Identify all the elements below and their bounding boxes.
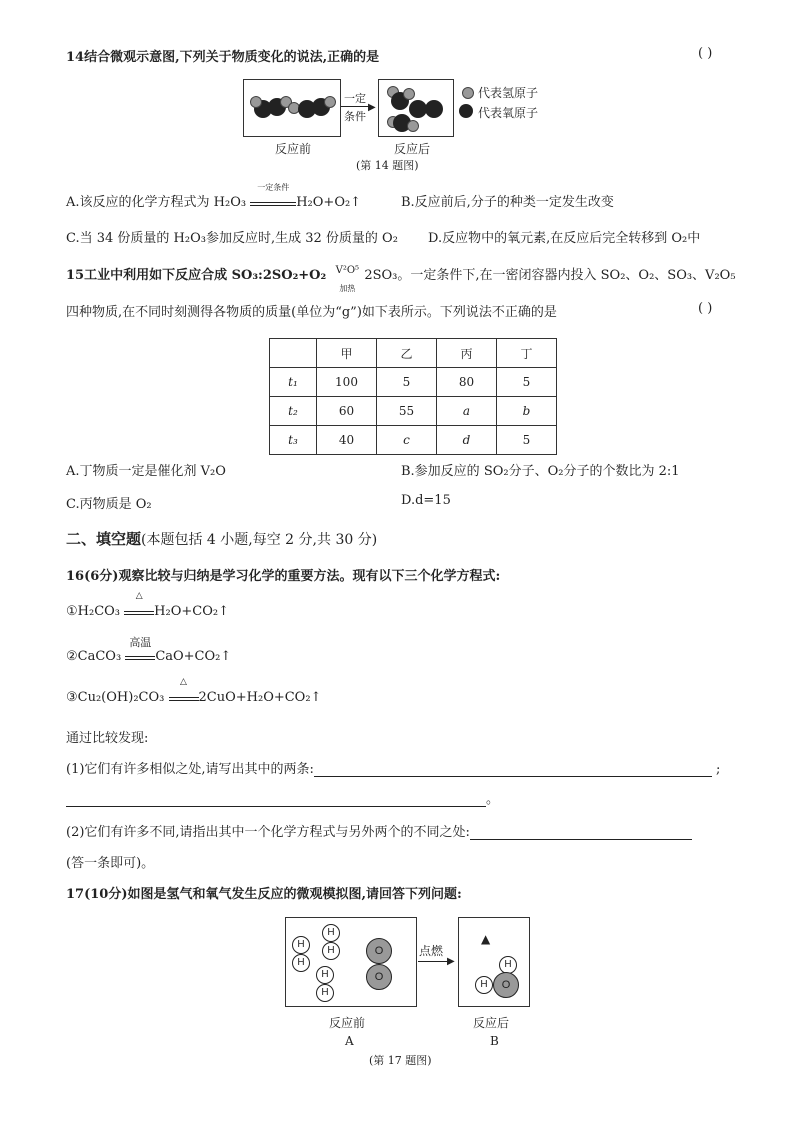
arrow-head-icon: ▶ xyxy=(447,956,455,967)
q14-option-d[interactable]: D.反应物中的氧元素,在反应后完全转移到 O₂中 xyxy=(428,231,701,246)
answer-blank[interactable] xyxy=(470,825,692,840)
q17-before-box: H H H H H H O O xyxy=(285,917,417,1007)
q14-label-after: 反应后 xyxy=(394,142,431,156)
q16-part1: (1)它们有许多相似之处,请写出其中的两条: ; xyxy=(66,762,721,777)
table-header-cell: 丁 xyxy=(497,339,557,368)
q14-legend-h: 代表氢原子 xyxy=(478,86,539,100)
q15-stem-line2: 四种物质,在不同时刻测得各物质的质量(单位为“g”)如下表所示。下列说法不正确的是 xyxy=(66,305,557,320)
q16-part1-line2: 。 xyxy=(66,788,499,807)
q15-answer-paren[interactable]: ( ) xyxy=(698,301,713,316)
q16-part2: (2)它们有许多不同,请指出其中一个化学方程式与另外两个的不同之处: xyxy=(66,821,692,840)
q17-stem: 17(10分)如图是氢气和氧气发生反应的微观模拟图,请回答下列问题: xyxy=(66,887,462,902)
q14-option-a[interactable]: A.该反应的化学方程式为 H₂O₃ 一定条件 H₂O+O₂↑ xyxy=(66,183,362,210)
q15-option-a[interactable]: A.丁物质一定是催化剂 V₂O xyxy=(66,464,226,479)
answer-blank[interactable] xyxy=(66,792,486,807)
arrow-head-icon: ▶ xyxy=(368,102,376,113)
q14-legend-o: 代表氧原子 xyxy=(478,106,539,120)
triangle-icon: ▲ xyxy=(481,932,491,946)
q14-caption: (第 14 题图) xyxy=(356,159,419,172)
table-header-cell xyxy=(270,339,317,368)
q14-option-b[interactable]: B.反应前后,分子的种类一定发生改变 xyxy=(401,195,614,210)
oxygen-atom-icon xyxy=(459,104,473,118)
section-heading: 二、填空题(本题包括 4 小题,每空 2 分,共 30 分) xyxy=(66,530,378,548)
q17-label-after: 反应后 xyxy=(473,1016,510,1030)
table-row: t₃ 40 c d 5 xyxy=(270,426,557,455)
answer-blank[interactable] xyxy=(314,762,712,777)
q14-arrow-top: 一定 xyxy=(344,92,366,105)
q17-after-box: ▲ H H O xyxy=(458,917,530,1007)
q16-equation-1: ①H₂CO₃ △ H₂O+CO₂↑ xyxy=(66,591,229,619)
q15-option-c[interactable]: C.丙物质是 O₂ xyxy=(66,497,152,512)
q16-equation-2: ②CaCO₃ 高温 CaO+CO₂↑ xyxy=(66,636,232,664)
q15-option-b[interactable]: B.参加反应的 SO₂分子、O₂分子的个数比为 2:1 xyxy=(401,464,680,479)
q15-stem: 15工业中利用如下反应合成 SO₃:2SO₂+O₂ V²O⁵ 加热 2SO₃。一定条件下,在一密闭容器内投入 SO₂、O₂、SO₃、V₂O₅ xyxy=(66,265,736,293)
q17-caption: (第 17 题图) xyxy=(369,1054,432,1067)
q14-after-box xyxy=(378,79,454,137)
q17-label-before: 反应前 xyxy=(329,1016,366,1030)
q14-label-before: 反应前 xyxy=(275,142,312,156)
table-row: t₂ 60 55 a b xyxy=(270,397,557,426)
table-row: t₁ 100 5 80 5 xyxy=(270,368,557,397)
q14-arrow-bottom: 条件 xyxy=(344,110,366,123)
q16-part2-note: (答一条即可)。 xyxy=(66,856,155,871)
table-header-cell: 甲 xyxy=(317,339,377,368)
q15-table xyxy=(269,338,557,455)
q15-option-d[interactable]: D.d=15 xyxy=(401,493,451,508)
q14-before-box xyxy=(243,79,341,137)
hydrogen-atom-icon xyxy=(462,87,474,99)
q17-arrow-label: 点燃 xyxy=(419,944,444,958)
q16-compare-label: 通过比较发现: xyxy=(66,731,149,746)
q17-letter-b: B xyxy=(490,1034,499,1048)
q16-equation-3: ③Cu₂(OH)₂CO₃ △ 2CuO+H₂O+CO₂↑ xyxy=(66,677,322,705)
q17-letter-a: A xyxy=(345,1034,354,1048)
q14-stem: 14结合微观示意图,下列关于物质变化的说法,正确的是 xyxy=(66,50,380,65)
table-header-cell: 乙 xyxy=(377,339,437,368)
q16-stem: 16(6分)观察比较与归纳是学习化学的重要方法。现有以下三个化学方程式: xyxy=(66,569,501,584)
table-header-cell: 丙 xyxy=(437,339,497,368)
q14-answer-paren[interactable]: ( ) xyxy=(698,46,713,61)
q14-option-c[interactable]: C.当 34 份质量的 H₂O₃参加反应时,生成 32 份质量的 O₂ xyxy=(66,231,398,246)
table-header-row xyxy=(270,339,557,368)
